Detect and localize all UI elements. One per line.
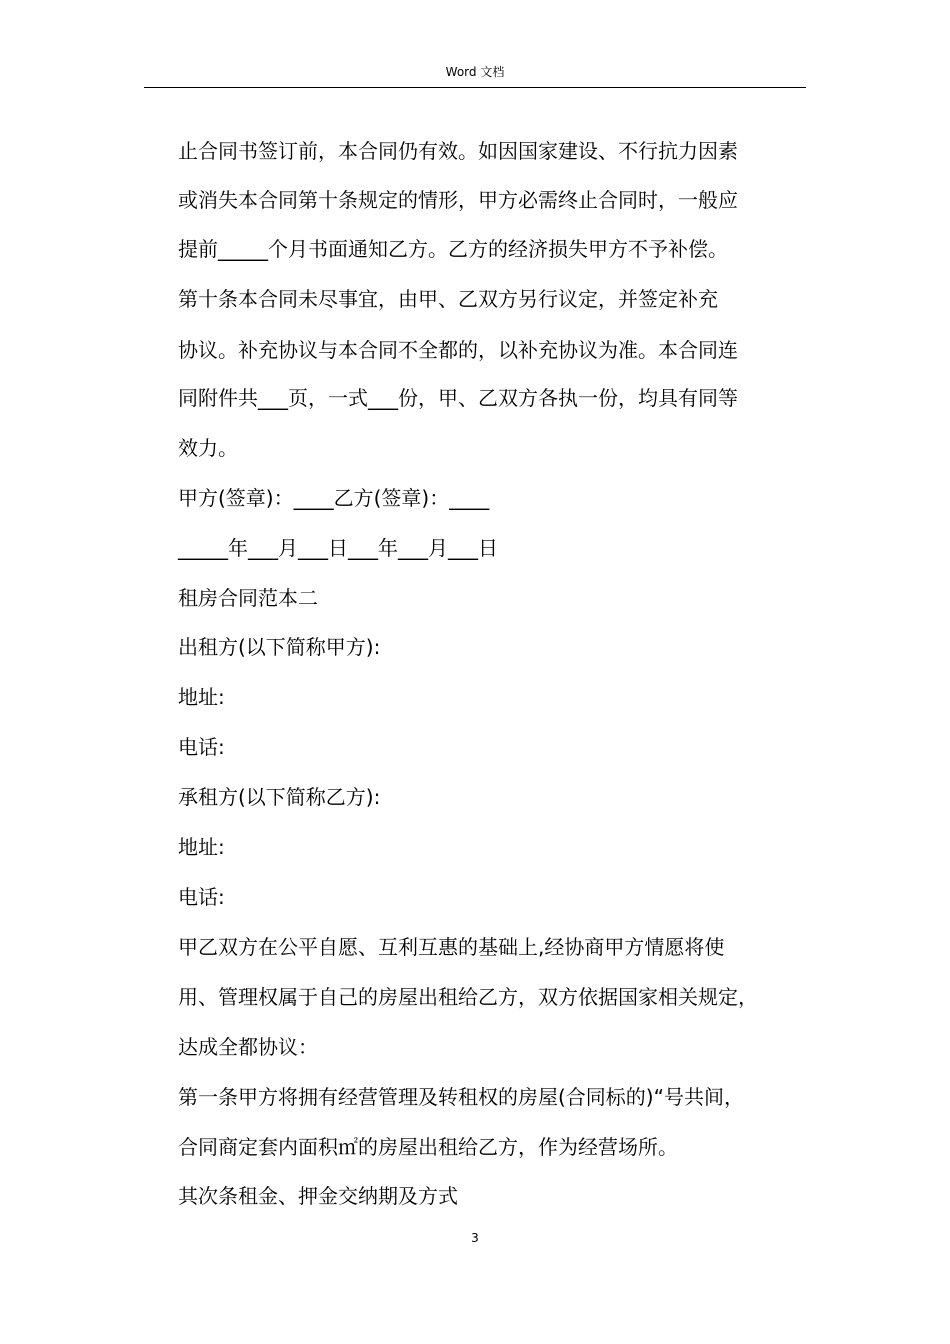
paragraph-line: 电话: — [178, 735, 225, 759]
header-divider — [144, 87, 806, 88]
paragraph-line: 第一条甲方将拥有经营管理及转租权的房屋(合同标的)“号共间， — [178, 1085, 744, 1109]
page-header: Word 文档 — [445, 65, 505, 79]
paragraph-line: 电话: — [178, 885, 225, 909]
paragraph-line: 第十条本合同未尽事宜，由甲、乙双方另行议定，并签定补充 — [178, 287, 718, 311]
paragraph-line: 达成全都协议： — [178, 1035, 318, 1059]
paragraph-line: 用、管理权属于自己的房屋出租给乙方，双方依据国家相关规定， — [178, 985, 758, 1009]
page-number: 3 — [471, 1231, 479, 1245]
paragraph-line: 止合同书签订前，本合同仍有效。如因国家建设、不行抗力因素 — [178, 139, 738, 163]
paragraph-line: 合同商定套内面积㎡的房屋出租给乙方，作为经营场所。 — [178, 1135, 678, 1159]
paragraph-line: 效力。 — [178, 436, 238, 460]
paragraph-line: 地址: — [178, 835, 225, 859]
paragraph-line: 协议。补充协议与本合同不全都的，以补充协议为准。本合同连 — [178, 338, 738, 362]
paragraph-line: 同附件共___页，一式___份，甲、乙双方各执一份，均具有同等 — [178, 386, 738, 410]
paragraph-line: 提前_____个月书面通知乙方。乙方的经济损失甲方不予补偿。 — [178, 237, 728, 261]
paragraph-line: 或消失本合同第十条规定的情形，甲方必需终止合同时，一般应 — [178, 188, 738, 212]
paragraph-line: 甲乙双方在公平自愿、互利互惠的基础上,经协商甲方情愿将使 — [178, 935, 725, 959]
paragraph-line: 承租方(以下简称乙方): — [178, 785, 381, 809]
paragraph-line: 出租方(以下简称甲方): — [178, 635, 381, 659]
date-line: _____年___月___日___年___月___日 — [178, 536, 498, 560]
paragraph-line: 其次条租金、押金交纳期及方式 — [178, 1184, 458, 1208]
signature-line: 甲方(签章)：____乙方(签章)：____ — [178, 486, 490, 510]
section-title: 租房合同范本二 — [178, 586, 318, 610]
paragraph-line: 地址: — [178, 685, 225, 709]
